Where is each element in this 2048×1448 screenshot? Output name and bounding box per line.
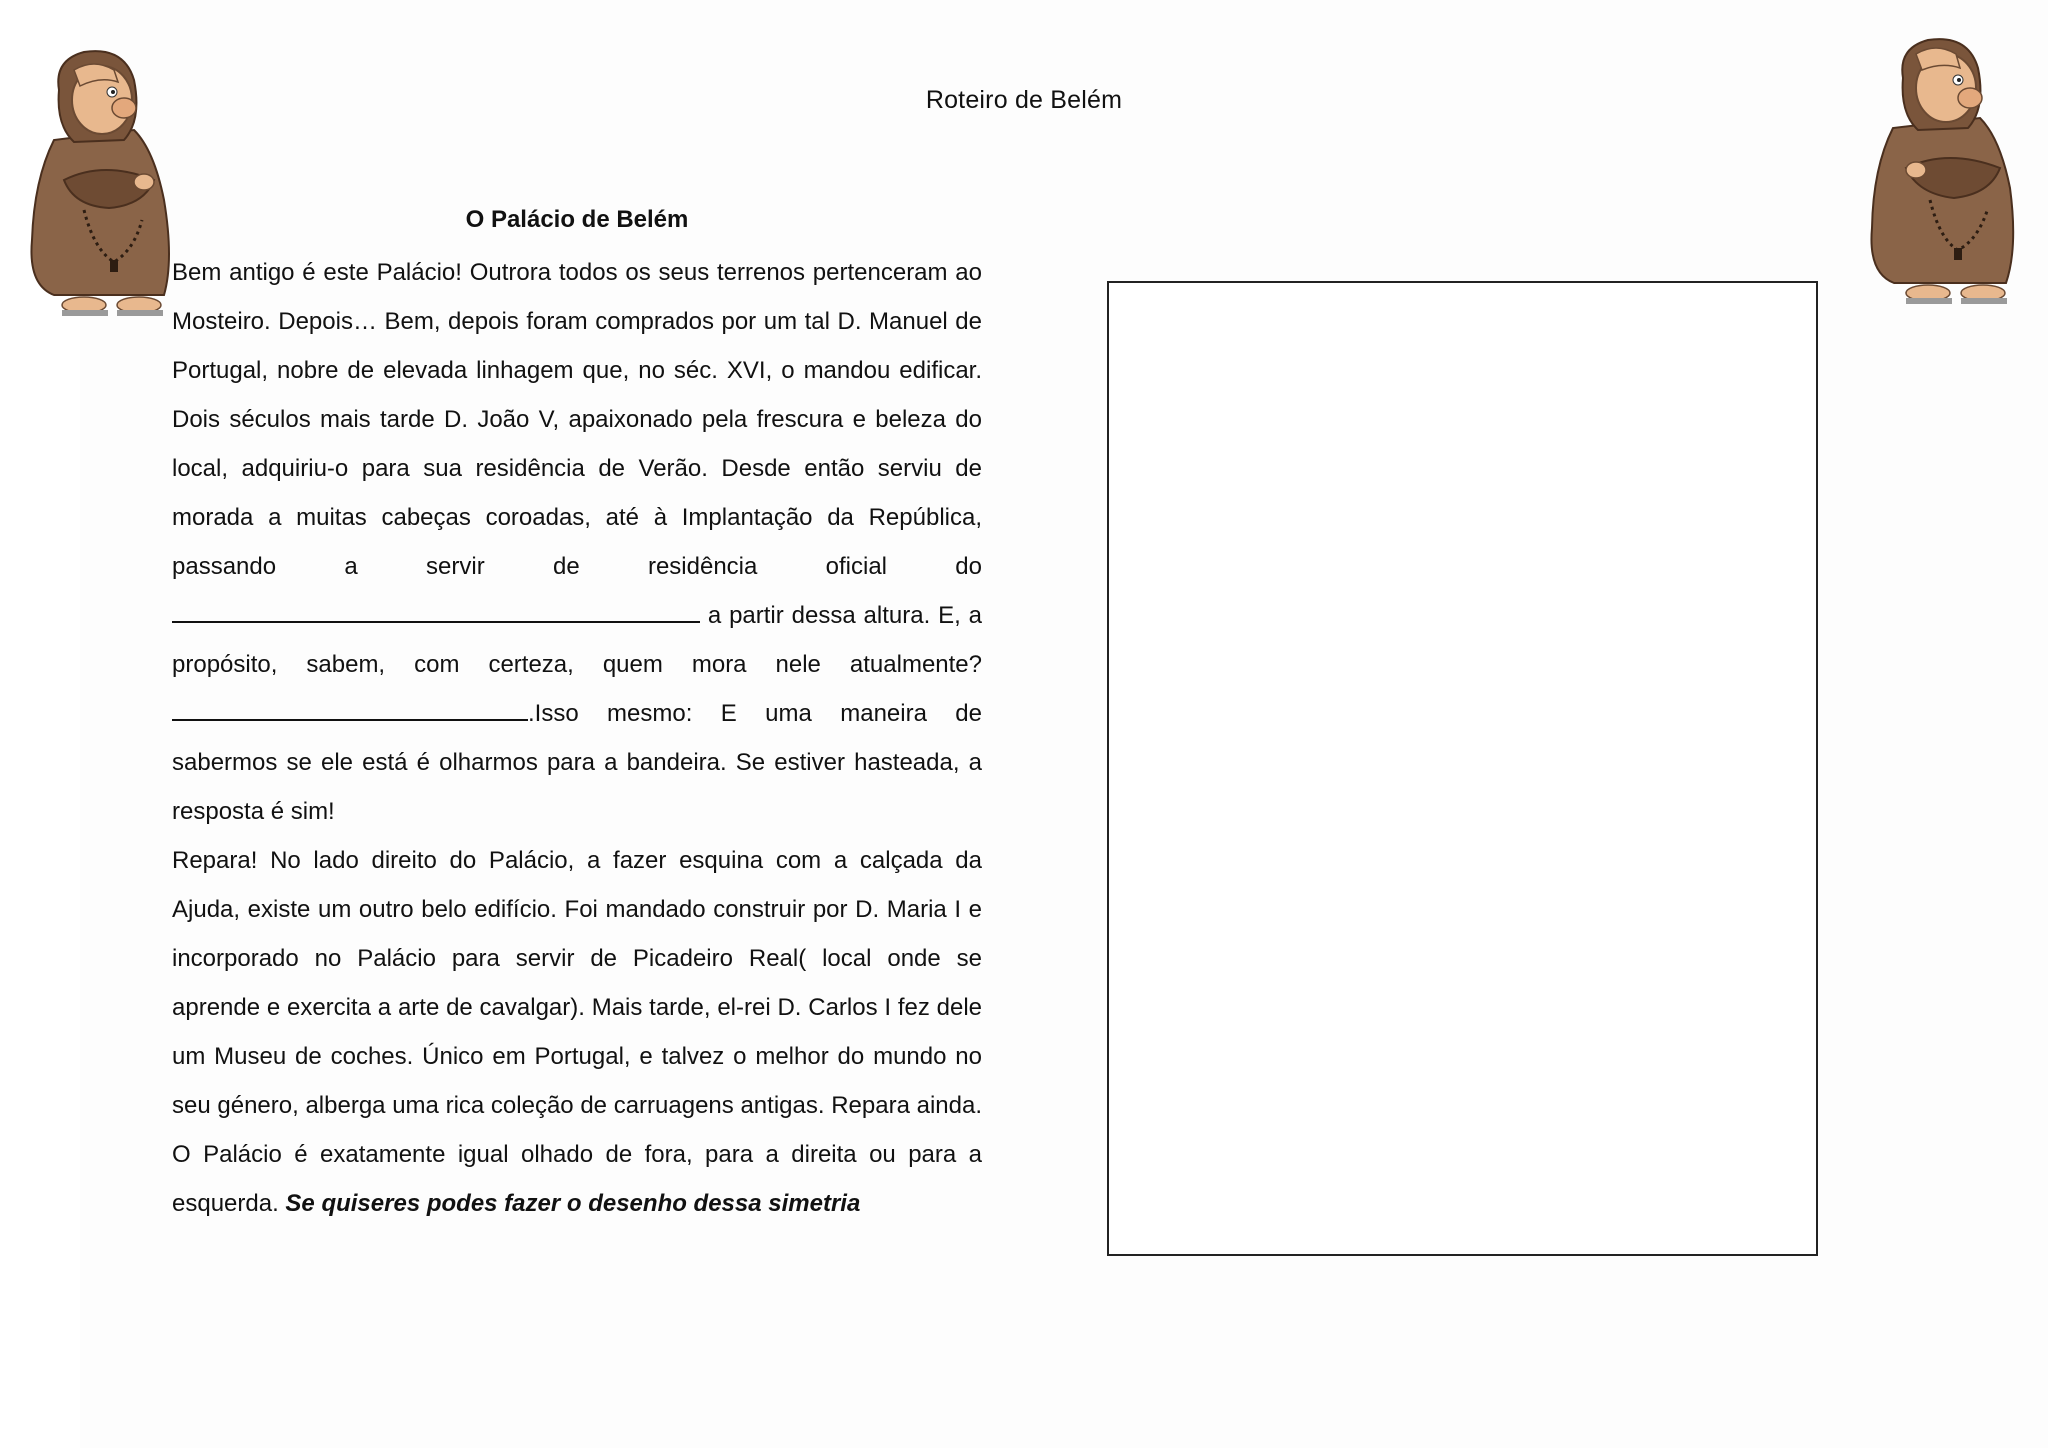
page-title: Roteiro de Belém — [925, 86, 1123, 114]
paragraph-1 — [172, 248, 982, 836]
monk-icon — [14, 30, 189, 340]
paragraph-1-part-3: .Isso mesmo: E uma maneira de sabermos se ele está é olharmos para a bandeira. Se estiver hasteada, a resposta é sim! — [172, 700, 982, 825]
body-text — [172, 248, 982, 1228]
paragraph-1-part-2: a partir dessa altura. E, a propósito, sabem, com certeza, quem mora nele atualmente? — [172, 602, 982, 678]
paragraph-2 — [172, 836, 982, 1228]
paragraph-2-text: Repara! No lado direito do Palácio, a fazer esquina com a calçada da Ajuda, existe um outro belo edifício. Foi mandado construir por D. Maria I e incorporado no Palácio para servir de Picadeiro Real( local onde se aprende e exercita a arte de cavalgar). Mais tarde, el-rei D. Carlos I fez dele um Museu de coches. Único em Portugal, e talvez o melhor do mundo no seu género, alberga uma rica coleção de carruagens antigas. Repara ainda. O Palácio é exatamente igual olhado de fora, para a direita ou para a esquerda. — [172, 847, 982, 1217]
answer-blank-2[interactable] — [172, 695, 528, 721]
section-title: O Palácio de Belém — [465, 206, 689, 233]
drawing-box[interactable] — [1107, 281, 1818, 1256]
monk-icon — [1858, 18, 2033, 328]
paragraph-1-part-1: Bem antigo é este Palácio! Outrora todos os seus terrenos pertenceram ao Mosteiro. Depois… Bem, depois foram comprados por um tal D. Manuel de Portugal, nobre de elevada linhagem que, no séc. XVI, o mandou edificar. Dois séculos mais tarde D. João V, apaixonado pela frescura e beleza do local, adquiriu-o para sua residência de Verão. Desde então serviu de morada a muitas cabeças coroadas, até à Implantação da República, passando a servir de residência oficial do — [172, 259, 982, 580]
answer-blank-1[interactable] — [172, 597, 700, 623]
drawing-instruction: Se quiseres podes fazer o desenho dessa simetria — [285, 1190, 861, 1217]
